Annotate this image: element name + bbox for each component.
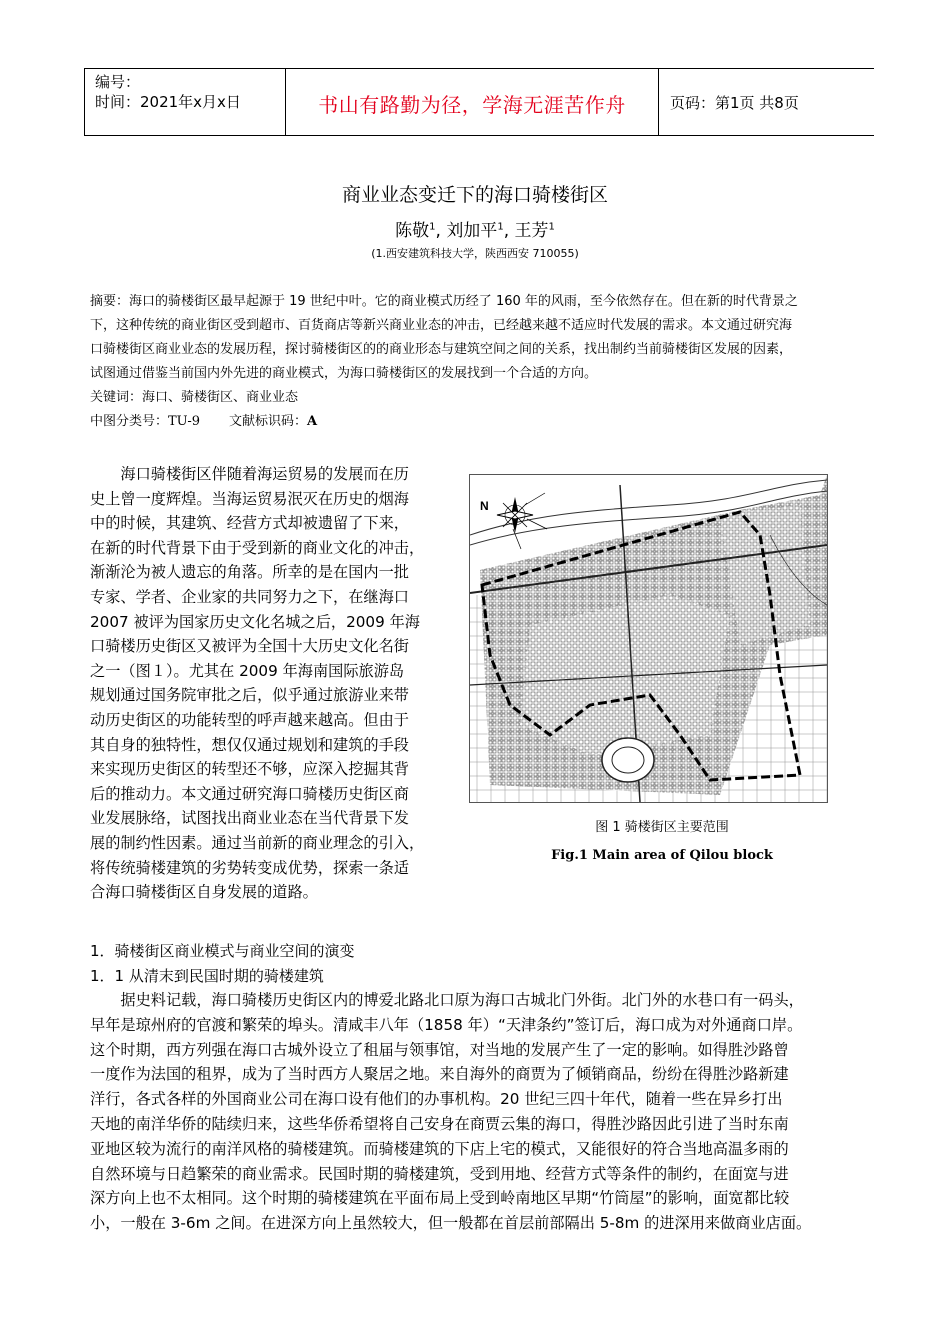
abstract-line: 口骑楼街区商业业态的发展历程，探讨骑楼街区的的商业形态与建筑空间之间的关系，找出制约当前骑楼街区发展的因素， — [90, 342, 793, 357]
body-line: 一度作为法国的租界，成为了当时西方人聚居之地。来自海外的商贾为了倾销商品，纷纷在得胜沙路新建 — [90, 1065, 789, 1084]
abstract-line: 摘要：海口的骑楼街区最早起源于 19 世纪中叶。它的商业模式历经了 160 年的风雨，至今依然存在。但在新的时代背景之 — [90, 294, 798, 309]
intro-line: 渐渐沦为被人遗忘的角落。所幸的是在国内一批 — [90, 563, 409, 582]
body-line: 自然环境与日趋繁荣的商业需求。民国时期的骑楼建筑，受到用地、经营方式等条件的制约，在面宽与进 — [90, 1164, 789, 1183]
header-motto-cell — [285, 69, 659, 135]
author-name: 王芳 — [514, 221, 549, 241]
intro-line: 合海口骑楼街区自身发展的道路。 — [90, 883, 318, 902]
intro-line: 之一（图１）。尤其在 2009 年海南国际旅游岛 — [90, 661, 405, 680]
body-line: 亚地区较为流行的南洋风格的骑楼建筑。而骑楼建筑的下店上宅的模式，又能很好的符合当地高温多雨的 — [90, 1139, 789, 1158]
intro-line: 业发展脉络，试图找出商业业态在当代背景下发 — [90, 809, 409, 828]
date-line: 时间：2021年x月x日 — [95, 93, 241, 111]
intro-line: 后的推动力。本文通过研究海口骑楼历史街区商 — [90, 784, 409, 803]
intro-line: 来实现历史街区的转型还不够，应深入挖掘其背 — [90, 760, 409, 779]
header-meta-cell — [84, 69, 285, 135]
figure-caption-en: Fig.1 Main area of Qilou block — [551, 848, 773, 863]
abstract-line: 下，这种传统的商业街区受到超市、百货商店等新兴商业业态的冲击，已经越来越不适应时代发展的需求。本文通过研究海 — [90, 318, 793, 333]
body-line: 小，一般在 3-6m 之间。在进深方向上虽然较大，但一般都在首层前部隔出 5-8m 的进深用来做商业店面。 — [90, 1214, 812, 1233]
abstract-line: 试图通过借鉴当前国内外先进的商业模式，为海口骑楼街区的发展找到一个合适的方向。 — [90, 366, 598, 381]
figure-map — [469, 474, 828, 803]
subsection-heading: 1．1 从清末到民国时期的骑楼建筑 — [90, 967, 324, 985]
body-line: 天地的南洋华侨的陆续归来，这些华侨希望将自己安身在商贾云集的海口，得胜沙路因此引进了当时东南 — [90, 1114, 789, 1133]
doc-code-label: 文献标识码： — [229, 414, 308, 429]
intro-line: 专家、学者、企业家的共同努力之下，在继海口 — [90, 587, 409, 606]
author-name: 陈敬 — [395, 221, 430, 241]
author-sup: 1 — [548, 221, 555, 233]
intro-line: 中的时候，其建筑、经营方式却被遗留了下来， — [90, 514, 409, 533]
serial-label: 编号： — [95, 73, 141, 91]
intro-line: 将传统骑楼建筑的劣势转变成优势，探索一条适 — [90, 858, 409, 877]
intro-line: 口骑楼历史街区又被评为全国十大历史文化名街 — [90, 637, 409, 656]
affiliation: (1.西安建筑科技大学，陕西西安 710055) — [371, 247, 579, 260]
body-line: 早年是琼州府的官渡和繁荣的埠头。清咸丰八年（1858 年）“天津条约”签订后，海口成为对外通商口岸。 — [90, 1015, 803, 1034]
intro-line: 规划通过国务院审批之后，似乎通过旅游业来带 — [90, 686, 409, 705]
section1-paragraph — [90, 988, 880, 1236]
section-heading: 1．骑楼街区商业模式与商业空间的演变 — [90, 942, 355, 960]
page-info: 页码：第1页 共8页 — [670, 94, 799, 112]
intro-line: 展的制约性因素。通过当前新的商业理念的引入， — [90, 833, 425, 852]
classification-line — [90, 410, 875, 434]
clc-label: 中图分类号： — [90, 414, 169, 429]
intro-line: 动历史街区的功能转型的呼声越来越高。但由于 — [90, 710, 409, 729]
body-line: 深方向上也不太相同。这个时期的骑楼建筑在平面布局上受到岭南地区早期“竹筒屋”的影响，面宽都比较 — [90, 1189, 790, 1208]
author-name: 刘加平 — [446, 221, 498, 241]
intro-line: 史上曾一度辉煌。当海运贸易泯灭在历史的烟海 — [90, 489, 409, 508]
keywords: 关键词：海口、骑楼街区、商业业态 — [90, 390, 299, 405]
author-list: 陈敬$^1$, 刘加平$^1$, 王芳$^1$ — [395, 221, 555, 241]
doc-code-value: A — [307, 414, 318, 429]
author-sup: 1 — [497, 221, 504, 233]
map-drawing — [470, 475, 827, 802]
paper-title: 商业业态变迁下的海口骑楼街区 — [341, 184, 608, 206]
body-line: 洋行，各式各样的外国商业公司在海口设有他们的办事机构。20 世纪三四十年代，随着一些在异乡打出 — [90, 1090, 783, 1109]
intro-line: 2007 被评为国家历史文化名城之后，2009 年海 — [90, 612, 420, 631]
intro-paragraph — [90, 462, 470, 905]
figure-caption-cn: 图 1 骑楼街区主要范围 — [595, 820, 729, 835]
north-label: N — [480, 499, 489, 513]
intro-line: 在新的时代背景下由于受到新的商业文化的冲击， — [90, 538, 425, 557]
motto: 书山有路勤为径，学海无涯苦作舟 — [318, 93, 626, 117]
intro-line: 海口骑楼街区伴随着海运贸易的发展而在历 — [90, 465, 409, 483]
header-table — [84, 68, 874, 136]
author-sup: 1 — [429, 221, 436, 233]
intro-line: 其自身的独特性，想仅仅通过规划和建筑的手段 — [90, 735, 409, 754]
body-line: 据史料记载，海口骑楼历史街区内的博爱北路北口原为海口古城北门外街。北门外的水巷口有一码头， — [90, 991, 804, 1009]
body-line: 这个时期，西方列强在海口古城外设立了租届与领事馆，对当地的发展产生了一定的影响。如得胜沙路曾 — [90, 1040, 789, 1059]
clc-value: TU-9 — [168, 414, 201, 429]
header-page-cell — [658, 69, 874, 135]
abstract — [90, 290, 875, 434]
